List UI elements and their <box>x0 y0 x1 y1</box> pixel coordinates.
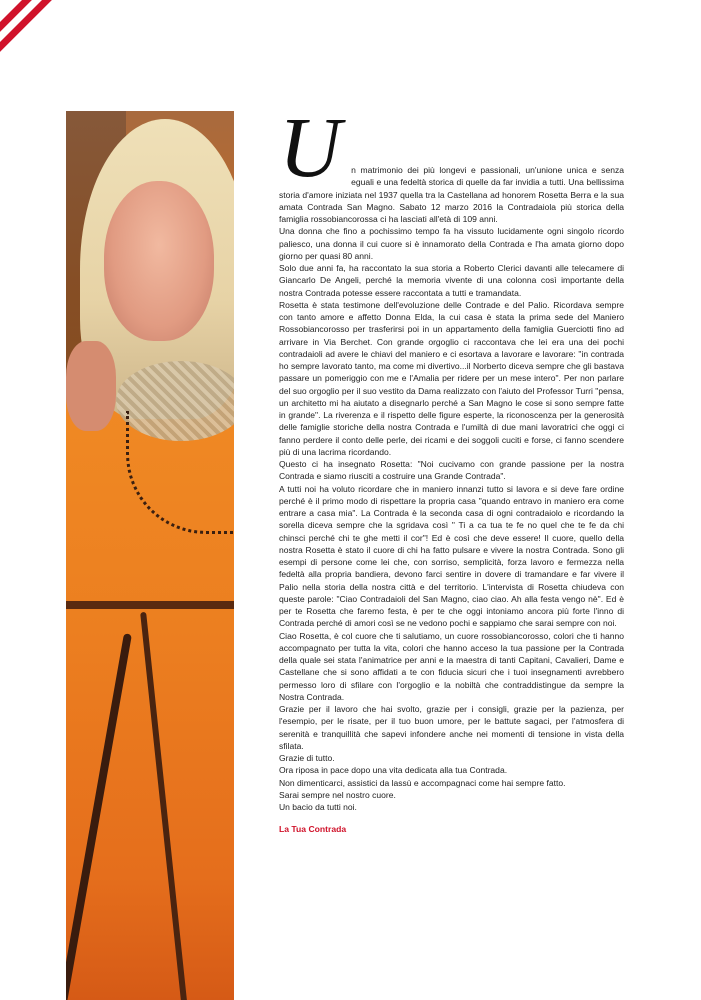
paragraph: Rosetta è stata testimone dell'evoluzione delle Contrade e del Palio. Ricordava sempre con tanto amore e affetto Donna Elda, la cui casa è stata la prima sede del Maniero Rossobiancorosso per trasferirsi poi in un appartamento della famiglia Guerciotti fino ad arrivare in Via Berchet. Con grande orgoglio ci raccontava che lei era una dei pochi contradaioli ad avere le chiavi del maniero e ci esortava a lavorare e lavorare: "in contrada ho sempre lavorato tanto, ma come mi divertivo...il Norberto diceva sempre che gli bastava passare un pomeriggio con me e l'Amalia per ridere per un mese intero". Per non parlare del suo orgoglio per il suo vestito da Dama realizzato con l'aiuto del Professor Turri "pensa, un architetto mi ha aiutato a disegnarlo perché a San Magno le cose si sono sempre fatte in grande". La riverenza e il rispetto delle figure esperte, la riconoscenza per la generosità delle famiglie storiche della nostra Contrada e l'umiltà di due mani lavoratrici che oggi ci fanno perdere il conto delle perle, dei ricami e dei soggoli cuciti e forse, ci fanno scendere più di una lacrima ricordando. <box>279 299 624 457</box>
dropcap-letter: U <box>279 99 342 195</box>
paragraph: Ora riposa in pace dopo una vita dedicata alla tua Contrada. <box>279 765 508 776</box>
paragraph: Ciao Rosetta, è col cuore che ti salutiamo, un cuore rossobiancorosso, colori che ti hanno accompagnato per tutta la vita, colori che hanno acceso la tua passione per la Contrada della quale sei stata l'animatrice per anni e la maestra di tanti Capitani, Cavalieri, Dame e Castellane che si sono affidati a te con fiducia sicuri che i tuoi insegnamenti avrebbero permesso loro di sfilare con l'orgoglio e la nobiltà che contraddistingue da sempre la Nostra Contrada. <box>279 630 624 702</box>
paragraph: Sarai sempre nel nostro cuore. <box>279 789 396 800</box>
article <box>279 99 624 835</box>
paragraph: Grazie per il lavoro che hai svolto, grazie per i consigli, grazie per la pazienza, per l'esempio, per le risate, per il tuo buon umore, per le battute sagaci, per l'atmosfera di serenità e tranquillità che sapevi infondere anche nei momenti di tensione in vista della sfilata. <box>279 704 624 751</box>
photo-face <box>104 181 214 341</box>
photo-hand <box>66 341 116 431</box>
paragraph: Grazie di tutto. <box>279 753 335 763</box>
paragraph: Un bacio da tutti noi. <box>279 802 357 812</box>
photo-belt <box>66 601 234 609</box>
signature: La Tua Contrada <box>279 824 347 835</box>
paragraph: A tutti noi ha voluto ricordare che in maniero innanzi tutto si lavora e si deve fare ordine perché è il primo modo di rispettare la propria casa "quando entravo in maniero era come entrare a casa mia". La Contrada è la seconda casa di ogni contradaiolo e ricordando la sorella diceva sempre che la sgridava così " Ti a ca tua te fe no quel che te fe da chi chinsci perché chi te ghe metti il cor"! Ed è così che deve essere! Il cuore, quello della nostra Rosetta è stato il cuore di chi ha fatto pulsare e vivere la nostra Contrada. Sono gli esempi di persone come lei che, con sorriso, semplicità, forza lavoro e fermezza nella fedeltà alla propria bandiera, devono farci sentire in dovere di tramandare e far vivere il Palio nella storia della nostra città e del territorio. L'intervista di Rosetta chiudeva con queste parole: "Ciao Contradaioli del San Magno, ciao ciao. Ah alla festa vengo nè". Ed è per te Rosetta che faremo festa, è per te che oggi intoniamo ancora più forte l'inno di Contrada perché di amori così se ne vedono pochi e sappiamo che sarai sempre con noi. <box>279 483 624 629</box>
paragraph: Questo ci ha insegnato Rosetta: "Noi cucivamo con grande passione per la nostra Contrada e siamo riusciti a costruire una Grande Contrada". <box>279 459 624 482</box>
corner-stripes-decoration <box>0 0 90 90</box>
portrait-photo <box>66 111 234 1000</box>
article-body <box>279 99 624 813</box>
paragraph: n matrimonio dei più longevi e passionali, un'unione unica e senza eguali e una fedeltà storica di quelle da far invidia a tutti. Una bellissima storia d'amore iniziata nel 1937 quella tra la Castellana ad honorem Rosetta Berra e la sua amata Contrada San Magno. Sabato 12 marzo 2016 la Contradaiola più storica della famiglia rossobiancorossa ci ha lasciati all'età di 109 anni. <box>279 165 624 224</box>
paragraph: Non dimenticarci, assistici da lassù e accompagnaci come hai sempre fatto. <box>279 777 566 788</box>
paragraph: Solo due anni fa, ha raccontato la sua storia a Roberto Clerici davanti alle telecamere di Giancarlo De Angeli, perché la memoria vivente di una colonna così importante della nostra Contrada potesse essere raccontata a tutti e tramandata. <box>279 263 624 298</box>
paragraph: Una donna che fino a pochissimo tempo fa ha vissuto lucidamente ogni singolo ricordo paliesco, una donna il cui cuore si è innamorato della Contrada e l'ha amata giorno dopo giorno per quasi 80 anni. <box>279 226 624 261</box>
